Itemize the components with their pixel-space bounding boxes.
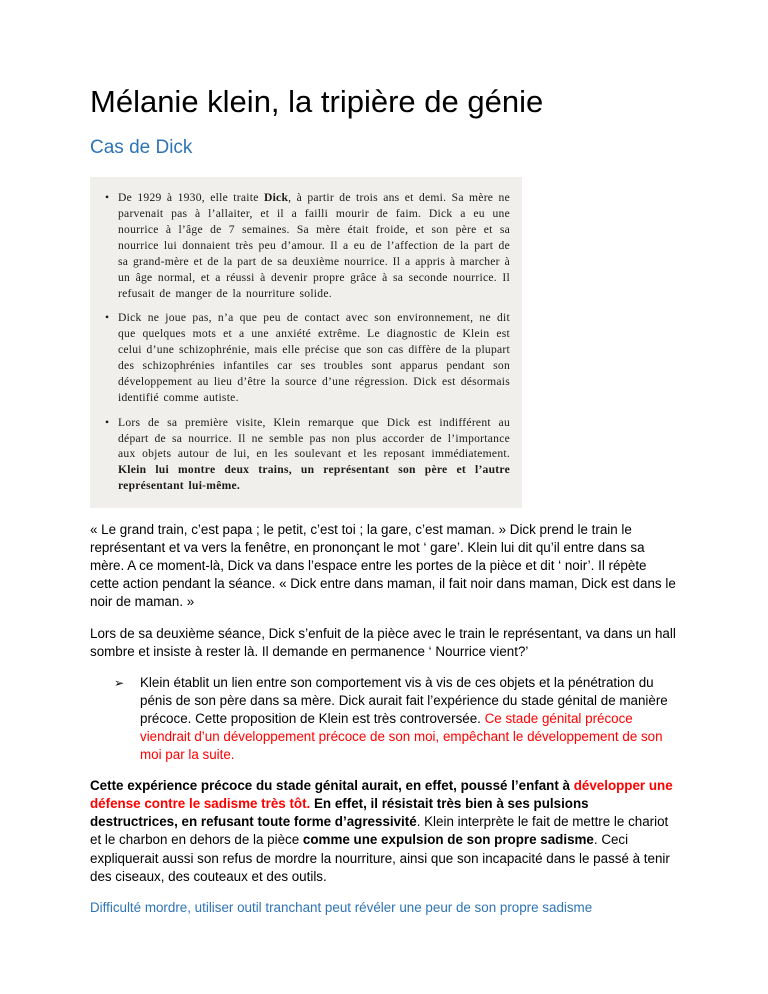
document-body	[90, 521, 678, 917]
bullet-dot-icon: •	[104, 311, 110, 325]
paragraph-analysis: Cette expérience précoce du stade génital aurait, en effet, poussé l’enfant à développer une défense contre le sadisme très tôt. En effet, il résistait très bien à ses pulsions destructrices, en refusant toute forme d’agressivité. Klein interprète le fait de mettre le chariot et le charbon en dehors de la pièce comme une expulsion de son propre sadisme. Ceci expliquerait aussi son refus de mordre la nourriture, ainsi que son incapacité dans le passé à tenir des ciseaux, des couteaux et des outils.	[90, 778, 673, 884]
scan-bullet-list	[96, 190, 510, 494]
paragraph-quote: « Le grand train, c’est papa ; le petit, c’est toi ; la gare, c’est maman. » Dick prend le train le représentant et va vers la fenêtre, en prononçant le mot ‘ gare’. Klein lui dit qu’il entre dans sa mère. A ce moment-là, Dick va dans l’espace entre les portes de la pièce et dit ‘ noir’. Il répète cette action pendant la séance. « Dick entre dans maman, il fait noir dans maman, Dick est dans le noir de maman. »	[90, 522, 676, 610]
paragraph-second-session: Lors de sa deuxième séance, Dick s’enfuit de la pièce avec le train le représentant, va dans un hall sombre et insiste à rester là. Il demande en permanence ‘ Nourrice vient?’	[90, 625, 676, 659]
paragraph-note-blue: Difficulté mordre, utiliser outil tranchant peut révéler une peur de son propre sadisme	[90, 899, 593, 915]
bullet-dot-icon: •	[104, 191, 110, 205]
embedded-scan-image	[90, 177, 522, 508]
document-title: Mélanie klein, la tripière de génie	[90, 84, 544, 119]
arrow-list-item	[114, 674, 678, 764]
scan-bullet-text: De 1929 à 1930, elle traite Dick, à partir de trois ans et demi. Sa mère ne parvenait pas à l’allaiter, et il a failli mourir de faim. Dick a eu une nourrice à l’âge de 7 semaines. Sa mère était froide, et son père et sa nourrice lui donnaient très peu d’amour. Il a eu de l’affection de la part de sa grand-mère et de la part de sa deuxième nourrice. Il a appris à marcher à un âge normal, et a réussi à devenir propre grâce à sa seconde nourrice. Il refusait de manger de la nourriture solide.	[118, 191, 510, 300]
scan-bullet-text: Lors de sa première visite, Klein remarque que Dick est indifférent au départ de sa nourrice. Il ne semble pas non plus accorder de l’importance aux objets autour de lui, en les soulevant et les reposant immédiatement. Klein lui montre deux trains, un représentant son père et l’autre représentant lui-même.	[118, 415, 510, 493]
section-heading: Cas de Dick	[90, 136, 193, 158]
scan-bullet-item	[96, 190, 510, 301]
arrow-bullet-text: Klein établit un lien entre son comportement vis à vis de ces objets et la pénétration du pénis de son père dans sa mère. Dick aurait fait l’expérience du stade génital de manière précoce. Cette proposition de Klein est très controversée. Ce stade génital précoce viendrait d’un développement précoce de son moi, empêchant le développement de son moi par la suite.	[140, 674, 668, 763]
scan-bullet-item	[96, 310, 510, 405]
arrow-bullet-icon: ➢	[114, 675, 125, 690]
bullet-dot-icon: •	[104, 415, 110, 429]
scan-bullet-text: Dick ne joue pas, n’a que peu de contact avec son environnement, ne dit que quelques mots et a une anxiété extrême. Le diagnostic de Klein est celui d’une schizophrénie, mais elle précise que son cas diffère de la plupart des schizophrénies infantiles car ses troubles sont apparus pendant son développement au lieu d’être la source d’une régression. Dick est désormais identifié comme autiste.	[118, 311, 510, 404]
scan-bullet-item	[96, 415, 510, 494]
